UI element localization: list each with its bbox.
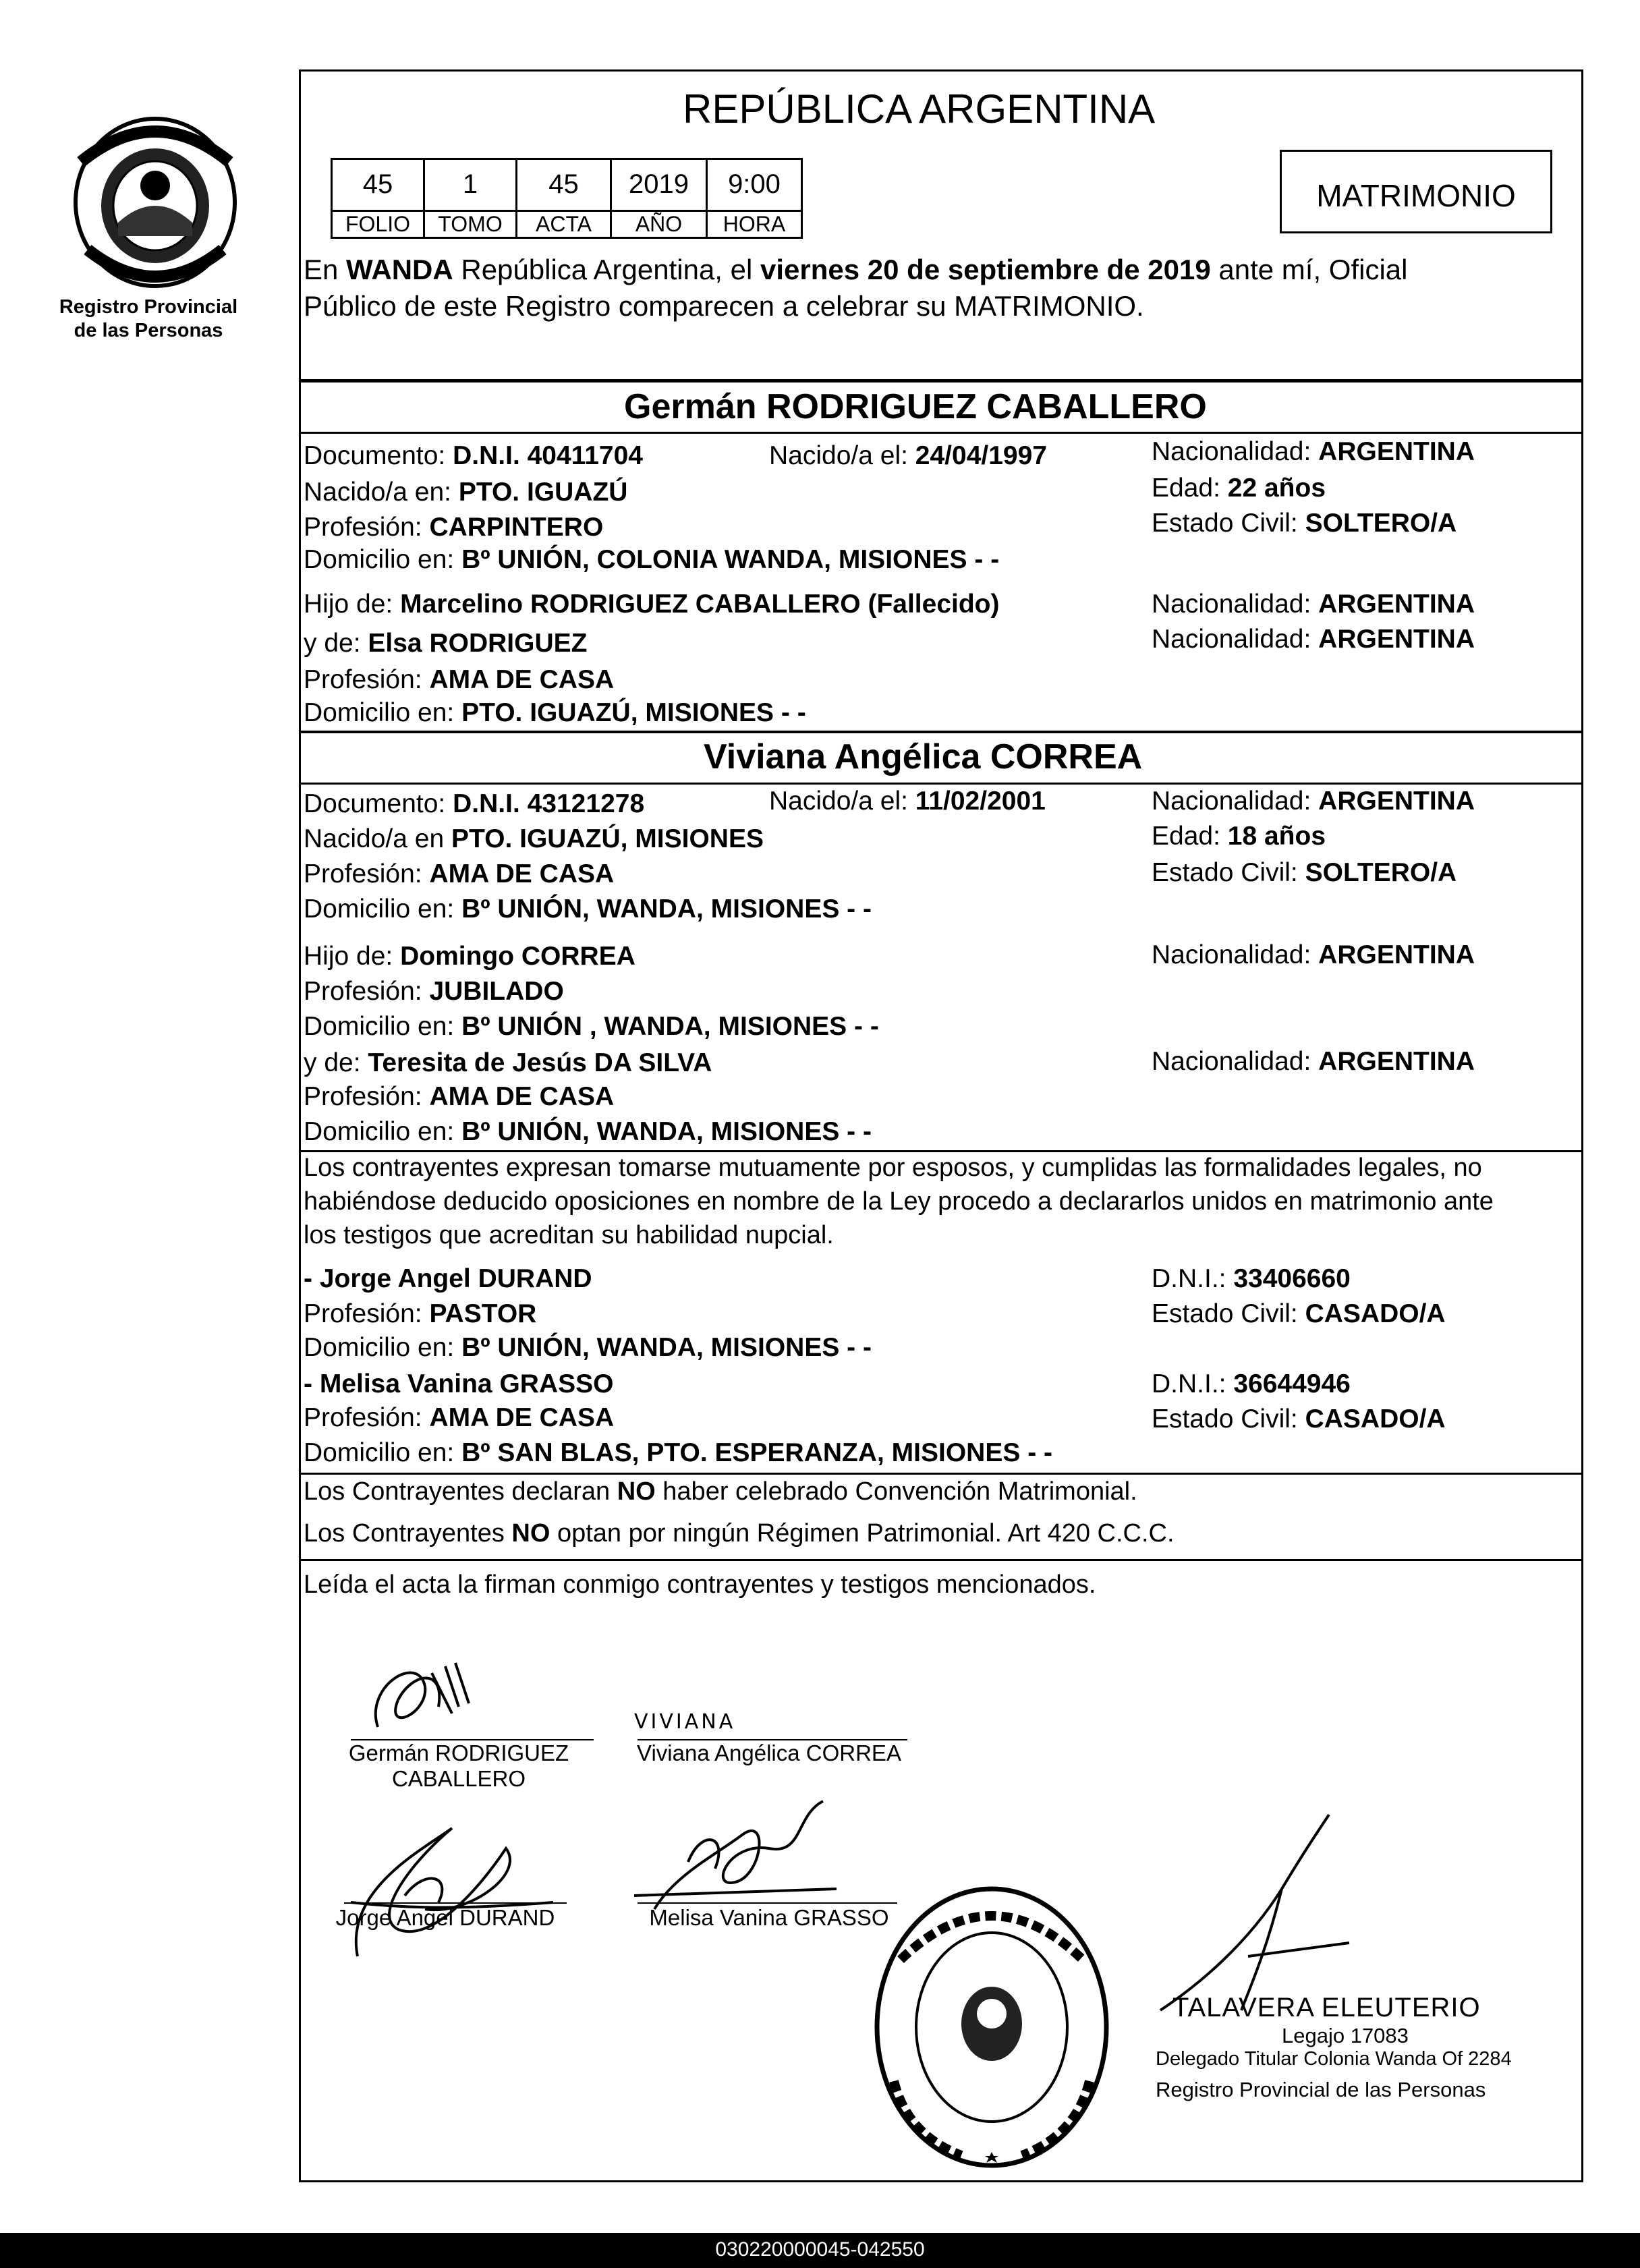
year-label: AÑO bbox=[610, 212, 708, 239]
registry-stamp bbox=[867, 1879, 1116, 2176]
witness-2-signature-line bbox=[638, 1902, 897, 1904]
folio-value: 45 bbox=[362, 169, 393, 199]
witness-1-signature-line bbox=[344, 1902, 567, 1904]
page-title: REPÚBLICA ARGENTINA bbox=[683, 86, 1156, 132]
groom-address: Domicilio en: Bº UNIÓN, COLONIA WANDA, MISIONES - - bbox=[304, 545, 1000, 574]
witness-2-name: - Melisa Vanina GRASSO bbox=[304, 1369, 614, 1398]
official-name: TALAVERA ELEUTERIO bbox=[1172, 1993, 1481, 2022]
groom-signature bbox=[337, 1646, 540, 1754]
groom-mother-nationality: Nacionalidad: ARGENTINA bbox=[1152, 625, 1475, 654]
folio-box bbox=[331, 158, 425, 212]
document-code: 030220000045-042550 bbox=[715, 2238, 925, 2261]
year-value: 2019 bbox=[629, 169, 689, 199]
groom-name: Germán RODRIGUEZ CABALLERO bbox=[624, 387, 1207, 426]
intro-line-1: En WANDA República Argentina, el viernes 20 de septiembre de 2019 ante mí, Oficial bbox=[304, 254, 1408, 285]
divider bbox=[299, 731, 1583, 733]
witness-1-profession: Profesión: PASTOR bbox=[304, 1299, 537, 1328]
groom-age: Edad: 22 años bbox=[1152, 474, 1326, 503]
declaration-line-3: los testigos que acreditan su habilidad nupcial. bbox=[304, 1221, 834, 1249]
groom-civil-status: Estado Civil: SOLTERO/A bbox=[1152, 509, 1457, 538]
witness-1-signature bbox=[331, 1808, 560, 1970]
groom-nationality: Nacionalidad: ARGENTINA bbox=[1152, 437, 1475, 466]
divider bbox=[299, 432, 1583, 434]
bride-doc: Documento: D.N.I. 43121278 bbox=[304, 789, 645, 818]
divider bbox=[299, 379, 1583, 382]
bride-profession: Profesión: AMA DE CASA bbox=[304, 859, 615, 888]
hour-value: 9:00 bbox=[728, 169, 781, 199]
bride-civil-status: Estado Civil: SOLTERO/A bbox=[1152, 858, 1457, 887]
bride-nationality: Nacionalidad: ARGENTINA bbox=[1152, 787, 1475, 816]
acta-box bbox=[515, 158, 612, 212]
intro-place: WANDA bbox=[346, 254, 453, 285]
province-logo bbox=[67, 115, 243, 290]
groom-profession: Profesión: CARPINTERO bbox=[304, 513, 604, 542]
bride-birthplace: Nacido/a en PTO. IGUAZÚ, MISIONES bbox=[304, 824, 764, 853]
bride-mother-profession: Profesión: AMA DE CASA bbox=[304, 1082, 615, 1111]
bride-father-address: Domicilio en: Bº UNIÓN , WANDA, MISIONES - - bbox=[304, 1012, 879, 1041]
bride-born: Nacido/a el: 11/02/2001 bbox=[769, 787, 1046, 816]
logo-caption bbox=[47, 295, 250, 343]
witness-1-civil-status: Estado Civil: CASADO/A bbox=[1152, 1299, 1446, 1328]
acta-label: ACTA bbox=[515, 212, 612, 239]
intro-line-2: Público de este Registro comparecen a celebrar su MATRIMONIO. bbox=[304, 290, 1144, 322]
official-role: Delegado Titular Colonia Wanda Of 2284 bbox=[1156, 2048, 1512, 2070]
folio-label: FOLIO bbox=[331, 212, 425, 239]
bride-name: Viviana Angélica CORREA bbox=[704, 737, 1143, 776]
divider bbox=[299, 1473, 1583, 1475]
tomo-value: 1 bbox=[462, 169, 478, 199]
bride-address: Domicilio en: Bº UNIÓN, WANDA, MISIONES - - bbox=[304, 895, 872, 924]
official-signature bbox=[1147, 1808, 1363, 2024]
hour-box bbox=[706, 158, 803, 212]
witness-2-signature-caption: Melisa Vanina GRASSO bbox=[649, 1905, 889, 1930]
year-box bbox=[610, 158, 708, 212]
bride-age: Edad: 18 años bbox=[1152, 822, 1326, 851]
hour-label: HORA bbox=[706, 212, 803, 239]
document-type: MATRIMONIO bbox=[1316, 178, 1516, 213]
official-legajo: Legajo 17083 bbox=[1282, 2024, 1409, 2047]
groom-mother: y de: Elsa RODRIGUEZ bbox=[304, 629, 588, 658]
groom-father-nationality: Nacionalidad: ARGENTINA bbox=[1152, 590, 1475, 619]
convention-line-2: Los Contrayentes NO optan por ningún Régimen Patrimonial. Art 420 C.C.C. bbox=[304, 1519, 1175, 1548]
declaration-line-1: Los contrayentes expresan tomarse mutuamente por esposos, y cumplidas las formalidades legales, no bbox=[304, 1154, 1482, 1182]
bride-father-profession: Profesión: JUBILADO bbox=[304, 977, 564, 1006]
groom-doc: Documento: D.N.I. 40411704 bbox=[304, 441, 643, 470]
bride-signature-caption: Viviana Angélica CORREA bbox=[637, 1740, 901, 1765]
acta-value: 45 bbox=[548, 169, 579, 199]
groom-parent-profession: Profesión: AMA DE CASA bbox=[304, 665, 615, 694]
bride-signature: VIVIANA bbox=[634, 1710, 736, 1734]
tomo-label: TOMO bbox=[423, 212, 517, 239]
bride-father: Hijo de: Domingo CORREA bbox=[304, 942, 635, 971]
logo-caption-line2: de las Personas bbox=[74, 319, 223, 341]
bride-mother-nationality: Nacionalidad: ARGENTINA bbox=[1152, 1047, 1475, 1076]
witness-1-dni: D.N.I.: 33406660 bbox=[1152, 1264, 1351, 1293]
witness-2-civil-status: Estado Civil: CASADO/A bbox=[1152, 1405, 1446, 1434]
bride-father-nationality: Nacionalidad: ARGENTINA bbox=[1152, 940, 1475, 969]
province-seal-icon bbox=[67, 115, 243, 290]
witness-2-dni: D.N.I.: 36644946 bbox=[1152, 1369, 1351, 1398]
convention-line-1: Los Contrayentes declaran NO haber celebrado Convención Matrimonial. bbox=[304, 1477, 1137, 1506]
bride-mother: y de: Teresita de Jesús DA SILVA bbox=[304, 1048, 712, 1077]
divider bbox=[299, 1559, 1583, 1561]
intro-date: viernes 20 de septiembre de 2019 bbox=[760, 254, 1211, 285]
declaration-line-2: habiéndose deducido oposiciones en nombre de la Ley procedo a declararlos unidos en matrimonio ante bbox=[304, 1187, 1494, 1216]
footer-bar bbox=[0, 2233, 1640, 2268]
witness-2-address: Domicilio en: Bº SAN BLAS, PTO. ESPERANZA, MISIONES - - bbox=[304, 1438, 1053, 1467]
groom-birthplace: Nacido/a en: PTO. IGUAZÚ bbox=[304, 478, 628, 507]
groom-parent-address: Domicilio en: PTO. IGUAZÚ, MISIONES - - bbox=[304, 698, 806, 727]
groom-signature-caption: Germán RODRIGUEZ CABALLERO bbox=[348, 1740, 569, 1791]
bride-mother-address: Domicilio en: Bº UNIÓN, WANDA, MISIONES - - bbox=[304, 1117, 872, 1146]
divider bbox=[299, 783, 1583, 785]
tomo-box bbox=[423, 158, 517, 212]
closing-statement: Leída el acta la firman conmigo contrayentes y testigos mencionados. bbox=[304, 1570, 1096, 1599]
witness-1-address: Domicilio en: Bº UNIÓN, WANDA, MISIONES - - bbox=[304, 1333, 872, 1362]
official-organization: Registro Provincial de las Personas bbox=[1156, 2078, 1486, 2101]
document-type-box bbox=[1280, 150, 1552, 233]
groom-father: Hijo de: Marcelino RODRIGUEZ CABALLERO (Fallecido) bbox=[304, 590, 1000, 619]
witness-1-signature-caption: Jorge Angel DURAND bbox=[335, 1905, 555, 1930]
divider bbox=[299, 1150, 1583, 1152]
witness-2-profession: Profesión: AMA DE CASA bbox=[304, 1403, 615, 1432]
witness-1-name: - Jorge Angel DURAND bbox=[304, 1264, 592, 1293]
logo-caption-line1: Registro Provincial bbox=[59, 296, 238, 318]
groom-born: Nacido/a el: 24/04/1997 bbox=[769, 441, 1047, 470]
